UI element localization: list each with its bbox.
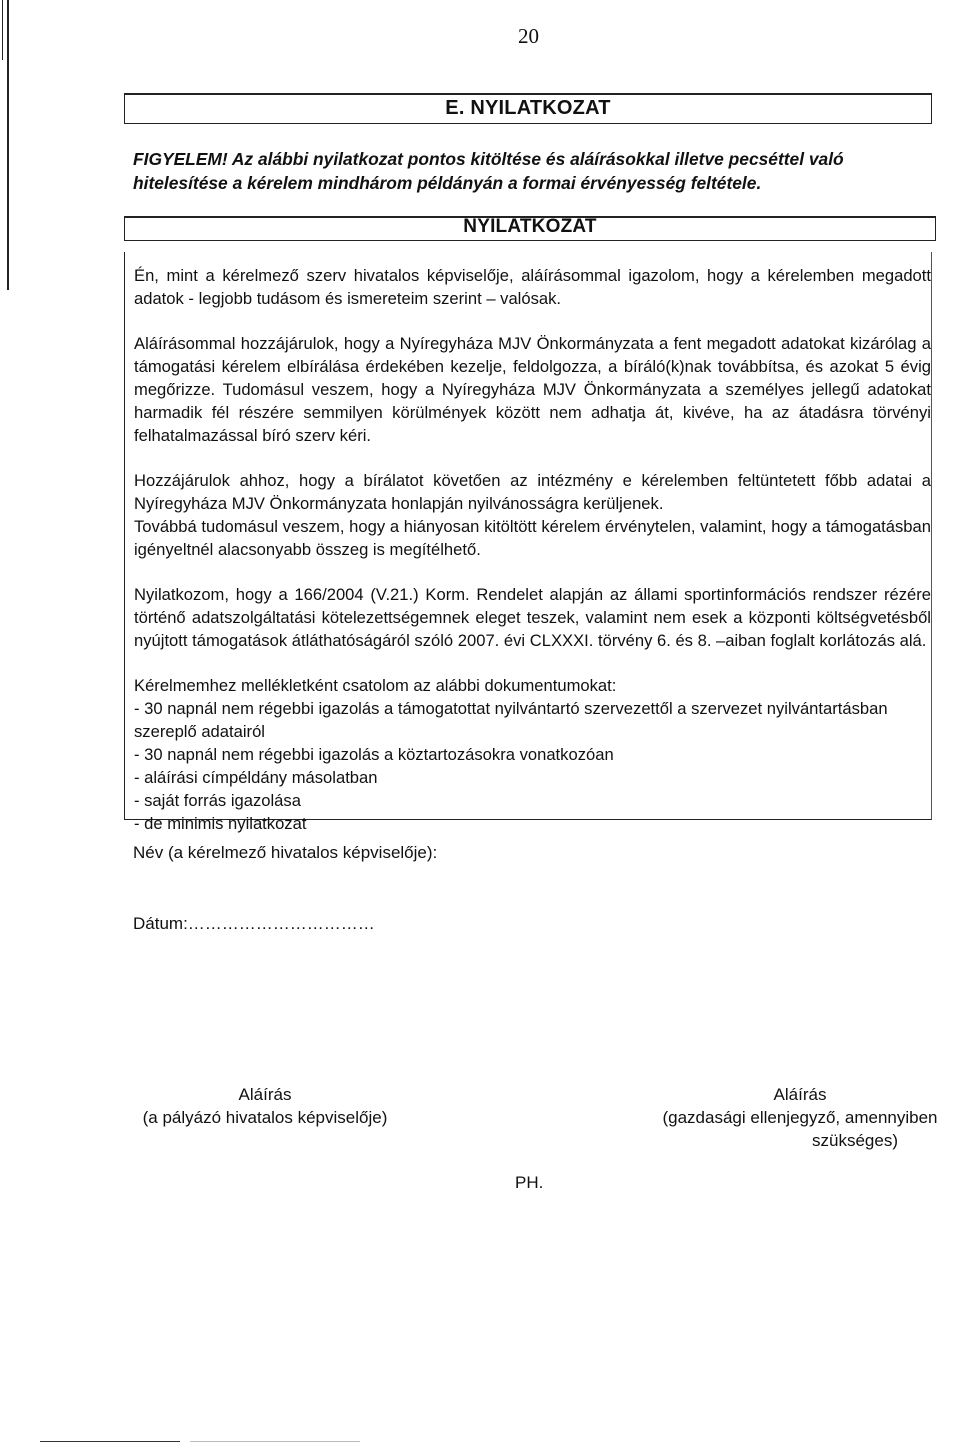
attachment-item: - saját forrás igazolása bbox=[134, 791, 301, 810]
signature-right-subtitle: (gazdasági ellenjegyző, amennyiben bbox=[662, 1108, 938, 1127]
signature-left-subtitle: (a pályázó hivatalos képviselője) bbox=[142, 1108, 388, 1127]
page-number: 20 bbox=[518, 24, 539, 48]
declaration-body bbox=[124, 252, 932, 833]
declaration-paragraph: Hozzájárulok ahhoz, hogy a bírálatot követően az intézmény e kérelemben feltüntetett főbb adatai a Nyíregyháza MJV Önkormányzata honlapján nyilvánosságra kerüljenek. bbox=[134, 471, 931, 513]
declaration-paragraph: Én, mint a kérelmező szerv hivatalos képviselője, aláírásommal igazolom, hogy a kérelemben megadott adatok - legjobb tudásom és ismereteim szerint – valósak. bbox=[134, 266, 931, 308]
declaration-header-box bbox=[124, 216, 936, 241]
section-title: E. NYILATKOZAT bbox=[445, 97, 611, 119]
signature-right bbox=[660, 1083, 940, 1152]
declaration-paragraph: Továbbá tudomásul veszem, hogy a hiányosan kitöltött kérelem érvénytelen, valamint, hogy a támogatásban igényeltnél alacsonyabb összeg is megítélhető. bbox=[134, 517, 931, 559]
signature-right-subtitle: szükséges) bbox=[812, 1131, 898, 1150]
scan-footer-line bbox=[40, 1441, 180, 1442]
declaration-title: NYILATKOZAT bbox=[463, 216, 597, 237]
scan-edge-mark bbox=[2, 0, 3, 60]
scan-footer-line bbox=[190, 1441, 360, 1442]
warning-text: FIGYELEM! Az alábbi nyilatkozat pontos kitöltése és aláírásokkal illetve pecséttel való hitelesítése a kérelem mindhárom példányán a formai érvényesség feltétele. bbox=[133, 149, 844, 193]
name-field-label: Név (a kérelmező hivatalos képviselője): bbox=[133, 843, 438, 862]
scan-edge-mark bbox=[7, 0, 9, 290]
attachment-item: - de minimis nyilatkozat bbox=[134, 814, 307, 833]
signature-left bbox=[130, 1083, 400, 1129]
stamp-placeholder: PH. bbox=[515, 1173, 544, 1192]
attachment-item: - aláírási címpéldány másolatban bbox=[134, 768, 378, 787]
declaration-paragraph: Nyilatkozom, hogy a 166/2004 (V.21.) Korm. Rendelet alapján az állami sportinformációs rendszer rézére történő adatszolgáltatási kötelezettségemnek eleget teszek, valamint nem esek a központi költségvetésből nyújtott támogatások átláthatóságáról szóló 2007. évi CLXXXI. törvény 6. és 8. –aiban foglalt korlátozás alá. bbox=[134, 585, 931, 650]
attachments-intro: Kérelmemhez mellékletként csatolom az alábbi dokumentumokat: bbox=[134, 676, 617, 695]
attachment-item: - 30 napnál nem régebbi igazolás a támogatottat nyilvántartó szervezettől a szervezet nyilvántartásban szereplő adatairól bbox=[134, 699, 888, 741]
declaration-paragraph: Aláírásommal hozzájárulok, hogy a Nyíregyháza MJV Önkormányzata a fent megadott adatokat kizárólag a támogatási kérelem elbírálása érdekében kezelje, feldolgozza, a bíráló(k)nak továbbítsa, és azokat 5 évig megőrizze. Tudomásul veszem, hogy a Nyíregyháza MJV Önkormányzata a személyes jellegű adatokat harmadik fél részére semmilyen körülmények között nem adhatja át, kivéve, ha az átadásra törvényi felhatalmazással bíró szerv kéri. bbox=[134, 334, 931, 445]
attachment-item: - 30 napnál nem régebbi igazolás a köztartozásokra vonatkozóan bbox=[134, 745, 614, 764]
signature-right-title: Aláírás bbox=[773, 1085, 827, 1104]
date-field-label: Dátum:…………………………… bbox=[133, 914, 375, 933]
signature-left-title: Aláírás bbox=[238, 1085, 292, 1104]
section-header-box bbox=[124, 93, 932, 124]
